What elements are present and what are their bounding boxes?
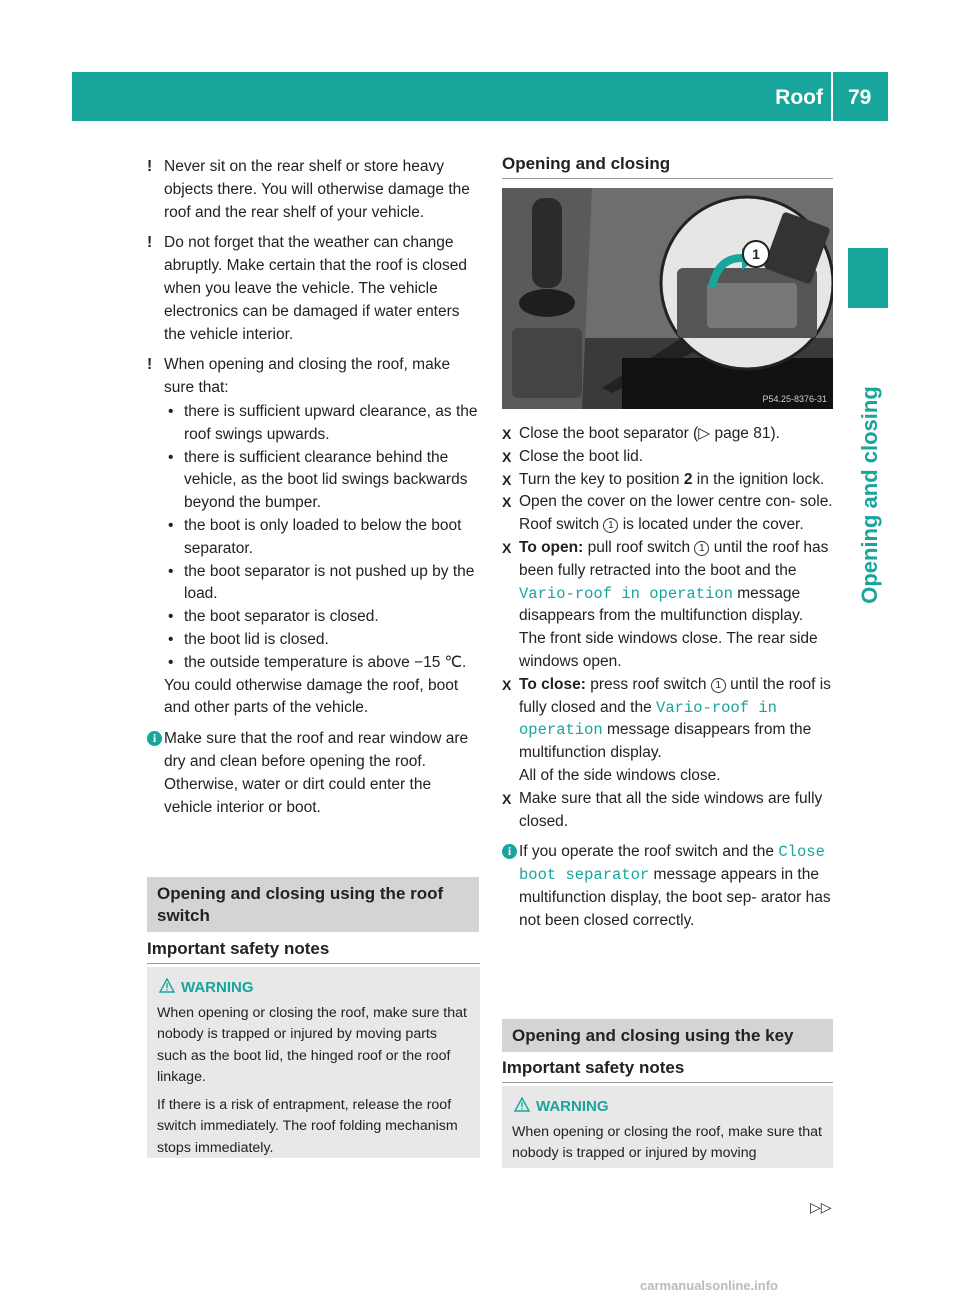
after-bullets-text: You could otherwise damage the roof, boot and other parts of the vehicle.: [164, 676, 459, 717]
step-7: X Make sure that all the side windows are fully closed.: [502, 789, 823, 830]
info-icon: i: [147, 731, 162, 746]
header-section-title: Roof: [775, 86, 823, 109]
subheading-safety-left: Important safety notes: [147, 939, 330, 958]
warning-title: WARNING: [157, 977, 470, 999]
callout-1: 1: [752, 246, 760, 262]
warning-box-left: [147, 967, 480, 1158]
right-column: [502, 423, 833, 933]
info-note-right: i If you operate the roof switch and the Close boot separator message appears in the multifunction display, the boot sep- arator has not been closed correctly.: [502, 841, 833, 932]
step-6: X To close: press roof switch 1 until the roof is fully closed and the Vario-roof in operation message disappears from the multifunction display. All of the side windows close.: [502, 675, 831, 784]
header-divider: [831, 72, 833, 121]
step-4: X Open the cover on the lower centre con- sole. Roof switch 1 is located under the cover.: [502, 493, 833, 534]
image-code: P54.25-8376-31: [762, 394, 827, 404]
step-2: X Close the boot lid.: [502, 447, 644, 465]
bullet-item: • the boot separator is closed.: [168, 608, 379, 626]
note-2: ! Do not forget that the weather can change abruptly. Make certain that the roof is closed when you leave the vehicle. The vehicle electronics can be damaged if water enters the vehicle interior.: [147, 234, 467, 343]
rule-left: [147, 963, 480, 964]
warning-triangle-icon: [159, 978, 175, 993]
console-photo: [502, 188, 833, 409]
bullet-item: • the outside temperature is above −15 ℃.: [168, 653, 467, 671]
heading-opening-closing: Opening and closing: [502, 154, 671, 173]
warning-text-1: When opening or closing the roof, make sure that nobody is trapped or injured by moving: [512, 1123, 822, 1161]
watermark: carmanualsonline.info: [640, 1278, 778, 1293]
section-roof-switch: Opening and closing using the roof switch: [147, 877, 479, 932]
subheading-safety-right: Important safety notes: [502, 1058, 685, 1077]
bullet-item: • the boot separator is not pushed up by the load.: [168, 562, 475, 603]
header-bar: [72, 72, 888, 121]
note-3: ! When opening and closing the roof, make sure that:: [147, 356, 451, 397]
warning-text-1: When opening or closing the roof, make sure that nobody is trapped or injured by moving parts such as the boot lid, the hinged roof or the roof linkage.: [157, 1004, 467, 1085]
section-key: Opening and closing using the key: [502, 1019, 833, 1052]
step-3: X Turn the key to position 2 in the ignition lock.: [502, 470, 825, 488]
bullet-item: • there is sufficient upward clearance, as the roof swings upwards.: [168, 402, 478, 443]
rule-right-top: [502, 178, 833, 179]
step-5: X To open: pull roof switch 1 until the roof has been fully retracted into the boot and the Vario-roof in operation message disappears from the multifunction display. The front side windows close. The rear side windows open.: [502, 538, 829, 670]
warning-text-2: If there is a risk of entrapment, release the roof switch immediately. The roof folding mechanism stops immediately.: [157, 1096, 458, 1156]
rule-right: [502, 1082, 833, 1083]
warning-title: WARNING: [512, 1096, 823, 1118]
info-note: i Make sure that the roof and rear window are dry and clean before opening the roof. Otherwise, water or dirt could enter the vehicle interior or boot.: [147, 728, 483, 819]
step-1: X Close the boot separator (▷ page 81).: [502, 425, 780, 442]
bullet-item: • the boot is only loaded to below the boot separator.: [168, 516, 462, 557]
side-tab: [856, 330, 884, 660]
side-tab-marker: [848, 248, 888, 308]
left-column: [147, 156, 483, 819]
bullet-item: • the boot lid is closed.: [168, 630, 329, 648]
continue-marker: ▷▷: [810, 1199, 832, 1215]
warning-box-right: [502, 1086, 833, 1168]
warning-triangle-icon: [514, 1097, 530, 1112]
note-1: ! Never sit on the rear shelf or store heavy objects there. You will otherwise damage the roof and the rear shelf of your vehicle.: [147, 158, 470, 221]
side-tab-label: Opening and closing: [857, 386, 882, 604]
bullet-item: • there is sufficient clearance behind the vehicle, as the boot lid swings backwards beyond the bumper.: [168, 448, 468, 512]
info-icon: i: [502, 844, 517, 859]
page-number: 79: [848, 86, 872, 109]
